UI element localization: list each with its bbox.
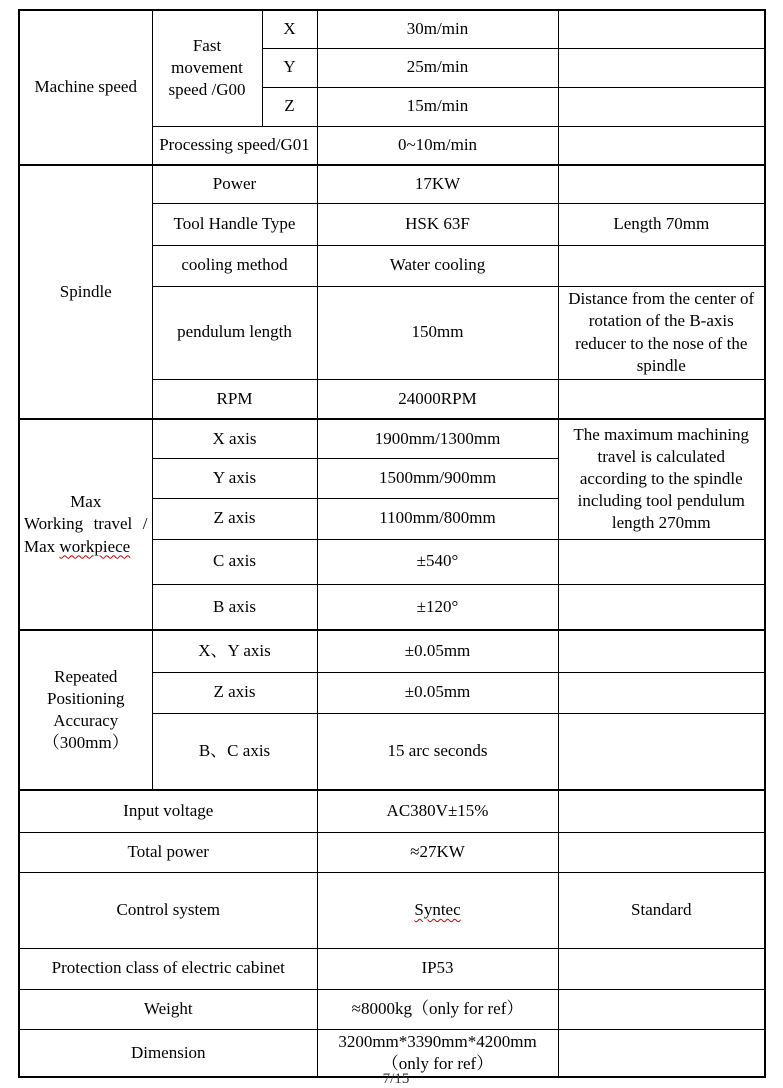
value-cell-xy-axis: ±0.05mm xyxy=(317,630,558,672)
g00-label-line: Fast xyxy=(192,36,222,56)
param-cell-z-axis-accuracy: Z axis xyxy=(152,672,317,713)
axis-value-y: 25m/min xyxy=(317,48,558,87)
value-cell-rpm: 24000RPM xyxy=(317,379,558,419)
value-cell-pendulum: 150mm xyxy=(317,286,558,379)
param-cell-c-axis: C axis xyxy=(152,539,317,584)
param-cell-bc-axis: B、C axis xyxy=(152,713,317,790)
note-cell-empty xyxy=(558,584,765,630)
value-cell-input-voltage: AC380V±15% xyxy=(317,790,558,832)
param-cell-input-voltage: Input voltage xyxy=(19,790,317,832)
param-cell-pendulum: pendulum length xyxy=(152,286,317,379)
accuracy-label-line: （300mm） xyxy=(42,733,129,753)
accuracy-label-line: Positioning xyxy=(47,688,125,708)
note-cell-empty xyxy=(558,126,765,165)
value-cell-cooling: Water cooling xyxy=(317,245,558,286)
value-cell-power: 17KW xyxy=(317,165,558,203)
note-cell-empty xyxy=(558,48,765,87)
note-cell-tool-handle: Length 70mm xyxy=(558,203,765,245)
axis-label-y: Y xyxy=(262,48,317,87)
note-cell-empty xyxy=(558,379,765,419)
axis-value-x: 30m/min xyxy=(317,10,558,48)
value-cell-bc-axis: 15 arc seconds xyxy=(317,713,558,790)
note-cell-empty xyxy=(558,790,765,832)
param-cell-weight: Weight xyxy=(19,989,317,1029)
axis-label-z: Z xyxy=(262,87,317,126)
value-cell-tool-handle: HSK 63F xyxy=(317,203,558,245)
value-cell-b-axis: ±120° xyxy=(317,584,558,630)
accuracy-label-line: Accuracy xyxy=(53,711,119,730)
param-cell-dimension: Dimension xyxy=(19,1029,317,1077)
param-cell-total-power: Total power xyxy=(19,832,317,872)
value-cell-control-system xyxy=(317,872,558,948)
max-travel-label-prefix: Max xyxy=(24,536,56,556)
param-cell-cooling: cooling method xyxy=(152,245,317,286)
value-cell-y-axis: 1500mm/900mm xyxy=(317,458,558,498)
param-cell-b-axis: B axis xyxy=(152,584,317,630)
page-number: 7/15 xyxy=(382,1071,410,1087)
axis-value-z: 15m/min xyxy=(317,87,558,126)
param-cell-protection-class: Protection class of electric cabinet xyxy=(19,948,317,989)
section-label-spindle: Spindle xyxy=(19,165,152,419)
max-travel-label-line3 xyxy=(24,536,148,558)
note-cell-empty xyxy=(558,672,765,713)
param-cell-xy-axis: X、Y axis xyxy=(152,630,317,672)
g00-label-line: speed /G00 xyxy=(168,80,246,100)
g00-label-line: movement xyxy=(171,58,243,78)
max-travel-label-line2: Working travel / xyxy=(24,514,148,534)
note-cell-empty xyxy=(558,989,765,1029)
max-travel-label-line1: Max xyxy=(70,492,102,512)
note-cell-empty xyxy=(558,539,765,584)
value-cell-c-axis: ±540° xyxy=(317,539,558,584)
note-cell-control-system: Standard xyxy=(558,872,765,948)
note-cell-empty xyxy=(558,832,765,872)
axis-label-x: X xyxy=(262,10,317,48)
note-cell-pendulum: Distance from the center of rotation of the B-axis reducer to the nose of the spindle xyxy=(558,286,765,379)
param-cell-control-system: Control system xyxy=(19,872,317,948)
note-cell-empty xyxy=(558,713,765,790)
g00-label-cell xyxy=(152,10,262,126)
dimension-value-line2: （only for ref） xyxy=(381,1053,494,1073)
param-cell-y-axis: Y axis xyxy=(152,458,317,498)
param-cell-x-axis: X axis xyxy=(152,419,317,458)
value-cell-x-axis: 1900mm/1300mm xyxy=(317,419,558,458)
dimension-value-line1: 3200mm*3390mm*4200mm xyxy=(338,1031,537,1051)
param-cell-power: Power xyxy=(152,165,317,203)
section-label-machine-speed: Machine speed xyxy=(19,10,152,165)
value-cell-weight: ≈8000kg（only for ref） xyxy=(317,989,558,1029)
note-cell-empty xyxy=(558,948,765,989)
max-travel-label-misspelled-word: workpiece xyxy=(59,536,131,556)
note-cell-empty xyxy=(558,10,765,48)
accuracy-label-line: Repeated xyxy=(54,666,118,686)
note-cell-empty xyxy=(558,630,765,672)
value-cell-z-axis-accuracy: ±0.05mm xyxy=(317,672,558,713)
value-cell-z-axis: 1100mm/800mm xyxy=(317,498,558,539)
note-cell-empty xyxy=(558,245,765,286)
note-cell-max-travel: The maximum machining travel is calculated according to the spindle including tool pendulum length 270mm xyxy=(558,419,765,539)
control-system-value-misspelled: Syntec xyxy=(414,899,461,919)
note-cell-empty xyxy=(558,165,765,203)
note-cell-empty xyxy=(558,87,765,126)
g01-value-cell: 0~10m/min xyxy=(317,126,558,165)
section-label-max-travel xyxy=(19,419,152,630)
param-cell-tool-handle: Tool Handle Type xyxy=(152,203,317,245)
param-cell-z-axis: Z axis xyxy=(152,498,317,539)
value-cell-total-power: ≈27KW xyxy=(317,832,558,872)
param-cell-rpm: RPM xyxy=(152,379,317,419)
g01-label-cell: Processing speed/G01 xyxy=(152,126,317,165)
section-label-accuracy xyxy=(19,630,152,790)
note-cell-empty xyxy=(558,1029,765,1077)
value-cell-protection-class: IP53 xyxy=(317,948,558,989)
